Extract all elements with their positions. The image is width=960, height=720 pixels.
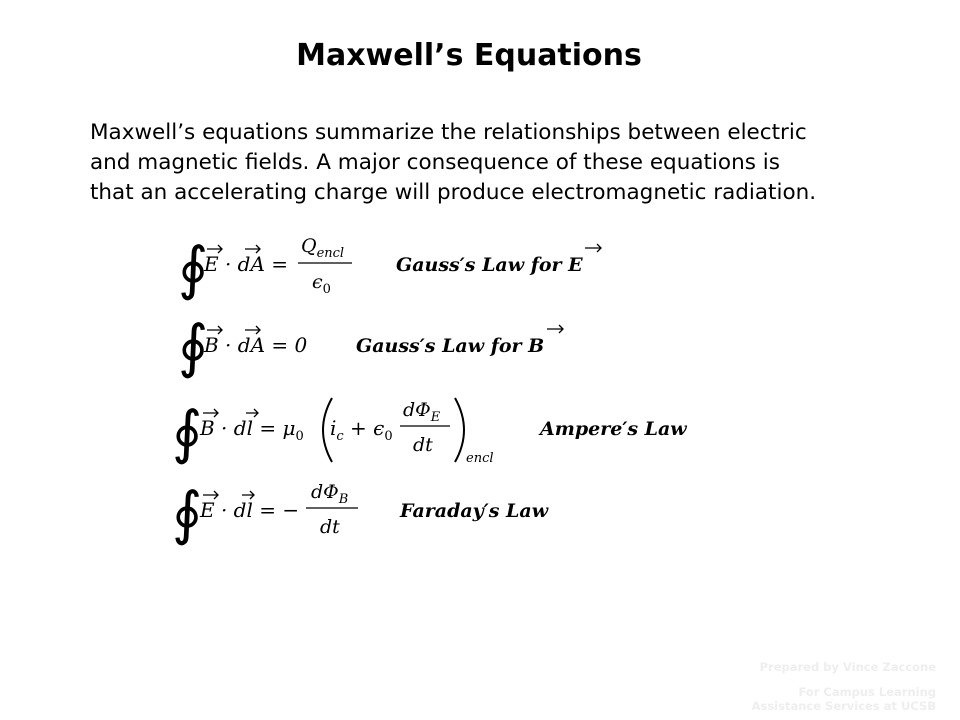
intro-line-3: that an accelerating charge will produce electromagnetic radiation. — [90, 180, 817, 205]
equation-ampere — [172, 398, 687, 466]
eq1-numerator: $Q_{encl}$ — [301, 235, 345, 261]
eq1-lhs: E · dA = — [204, 252, 289, 276]
eq3-lhs: B · dl = $\mu_0$ — [200, 416, 304, 444]
contour-integral-icon: ∮ — [178, 234, 209, 302]
eq3-denominator: dt — [413, 434, 433, 456]
eq3-current: $i_c + \epsilon_0$ — [330, 416, 393, 444]
intro-line-2: and magnetic fields. A major consequence of these equations is — [90, 150, 780, 175]
law-name-ampere: Ampere′s Law — [540, 418, 687, 440]
contour-integral-icon: ∮ — [172, 479, 203, 547]
slide-title: Maxwell’s Equations — [296, 38, 642, 73]
eq4-lhs: E · dl = − — [200, 498, 300, 522]
eq3-numerator: $d\Phi_E$ — [403, 399, 441, 425]
equation-faraday — [172, 479, 549, 547]
eq4-numerator: $d\Phi_B$ — [311, 481, 349, 507]
contour-integral-icon: ∮ — [178, 312, 209, 380]
eq2-lhs: B · dA = 0 — [204, 333, 308, 357]
law-name-gauss-e: Gauss′s Law for E — [396, 254, 583, 276]
vector-arrow-icon — [547, 325, 563, 333]
eq4-denominator: dt — [320, 516, 340, 538]
vector-arrow-icon — [585, 244, 601, 252]
law-name-gauss-b: Gauss′s Law for B — [356, 335, 545, 357]
eq3-subscript-encl: encl — [466, 451, 494, 466]
equation-gauss-e — [178, 234, 601, 302]
contour-integral-icon: ∮ — [172, 398, 203, 466]
intro-line-1: Maxwell’s equations summarize the relationships between electric — [90, 120, 807, 145]
equation-gauss-b — [178, 312, 563, 380]
eq1-denominator: $\epsilon_0$ — [312, 271, 331, 297]
credit-line-2: For Campus Learning — [798, 685, 936, 699]
right-paren — [455, 398, 464, 462]
credit-line-3: Assistance Services at UCSB — [751, 699, 936, 713]
law-name-faraday: Faraday′s Law — [400, 500, 549, 522]
credit-author: Prepared by Vince Zaccone — [759, 660, 936, 674]
